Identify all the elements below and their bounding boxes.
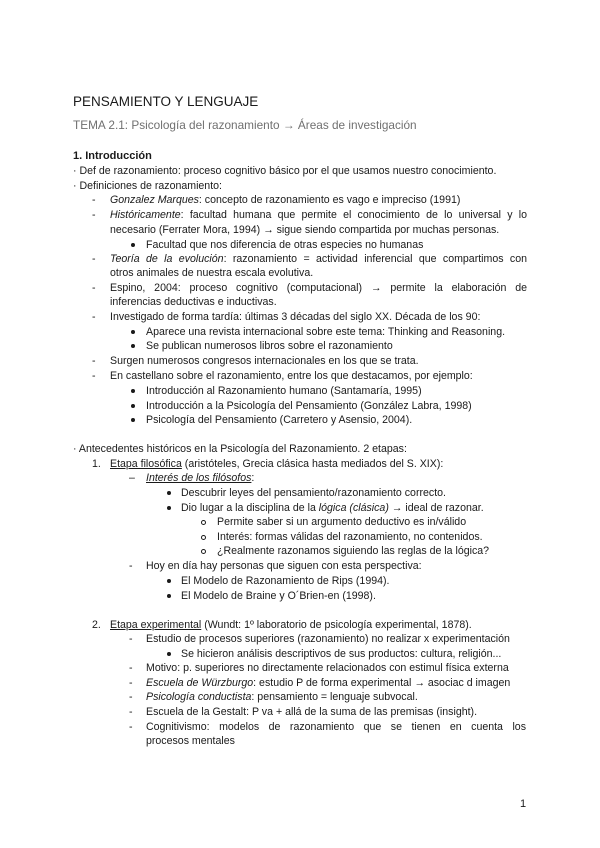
book-item: Psicología del Pensamiento (Carretero y Asensio, 2004).	[146, 414, 413, 426]
item-emphasis: Escuela de Würzburgo	[146, 677, 254, 689]
dash-marker: -	[92, 370, 96, 382]
bullet-dot	[131, 389, 135, 393]
list-item-historicamente	[110, 209, 527, 222]
bullet-dot	[167, 579, 171, 583]
dash-marker: -	[92, 209, 96, 221]
dash-marker: -	[129, 721, 133, 733]
item-text: : concepto de razonamiento es vago e impreciso (1991)	[198, 194, 461, 206]
item-text: : estudio P de forma experimental → asociac d imagen	[253, 677, 511, 689]
bullet-dot	[131, 418, 135, 422]
bullet-dot	[131, 330, 135, 334]
hoy-en-dia: Hoy en día hay personas que siguen con esta perspectiva:	[146, 560, 422, 572]
page-number: 1	[520, 798, 527, 810]
stage-detail: (Wundt: 1º laboratorio de psicología experimental, 1878).	[201, 619, 472, 631]
experimental-item: Motivo: p. superiores no directamente relacionados con estimul física externa	[146, 662, 509, 674]
list-item-castellano: En castellano sobre el razonamiento, entre los que destacamos, por ejemplo:	[110, 370, 473, 382]
item-text: → ideal de razonar.	[388, 502, 484, 514]
stage-number: 2.	[92, 619, 101, 631]
model-item: El Modelo de Braine y O´Brien-en (1998).	[181, 590, 376, 602]
experimental-item: Estudio de procesos superiores (razonamiento) no realizar x experimentación	[146, 633, 510, 645]
dash-marker: -	[129, 691, 133, 703]
model-item: El Modelo de Razonamiento de Rips (1994).	[181, 575, 390, 587]
item-continuation: otros animales de nuestra escala evolutiva.	[110, 267, 314, 279]
sub-sub-bullet: Interés: formas válidas del razonamiento, no contenidos.	[217, 531, 483, 543]
dash-marker: –	[129, 472, 135, 484]
document-title: PENSAMIENTO Y LENGUAJE	[73, 94, 259, 109]
item-text: : facultad humana que permite el conocimiento de lo universal y lo	[180, 209, 527, 221]
dash-marker: -	[92, 355, 96, 367]
item-text: : razonamiento = actividad inferencial que compartimos con	[223, 253, 527, 265]
sub-bullet: Se hicieron análisis descriptivos de sus productos: cultura, religión...	[181, 648, 502, 660]
sub-bullet: Facultad que nos diferencia de otras especies no humanas	[146, 239, 424, 251]
sub-sub-bullet: ¿Realmente razonamos siguiendo las reglas de la lógica?	[217, 545, 490, 557]
book-item: Introducción al Razonamiento humano (Santamaría, 1995)	[146, 385, 422, 397]
item-emphasis: Interés de los filósofos	[146, 472, 252, 484]
experimental-item-conductista	[146, 691, 418, 704]
stage-detail: (aristóteles, Grecia clásica hasta mediados del S. XIX):	[181, 458, 444, 470]
dash-marker: -	[129, 560, 133, 572]
antecedentes-label: · Antecedentes históricos en la Psicología del Razonamiento. 2 etapas:	[73, 443, 407, 455]
list-item-espino: Espino, 2004: proceso cognitivo (computacional) → permite la elaboración de	[110, 282, 527, 294]
dash-marker: -	[92, 311, 96, 323]
dash-marker: -	[92, 194, 96, 206]
sub-bullet-logica	[181, 502, 484, 515]
item-continuation: necesario (Ferrater Mora, 1994) → sigue siendo compartida por muchas personas.	[110, 224, 500, 236]
list-item-tardia: Investigado de forma tardía: últimas 3 décadas del siglo XX. Década de los 90:	[110, 311, 481, 323]
item-emphasis: Históricamente	[110, 209, 181, 221]
item-emphasis: lógica (clásica)	[318, 502, 389, 514]
list-item-congresos: Surgen numerosos congresos internacionales en los que se trata.	[110, 355, 419, 367]
circle-bullet	[201, 535, 206, 540]
item-text: :	[251, 472, 255, 484]
bullet-dot	[131, 404, 135, 408]
bullet-dot	[167, 594, 171, 598]
list-item-gonzalez	[110, 194, 460, 207]
stage-experimental	[110, 619, 472, 632]
item-text: Dio lugar a la disciplina de la	[181, 502, 319, 514]
interes-filosofos	[146, 472, 254, 485]
dash-marker: -	[129, 706, 133, 718]
book-item: Introducción a la Psicología del Pensamiento (González Labra, 1998)	[146, 400, 472, 412]
bullet-dot	[167, 652, 171, 656]
sub-bullet: Se publican numerosos libros sobre el razonamiento	[146, 340, 393, 352]
bullet-dot	[131, 243, 135, 247]
section-heading-introduccion: 1. Introducción	[73, 150, 152, 162]
dash-marker: -	[129, 633, 133, 645]
experimental-item: Escuela de la Gestalt: P va + allá de la suma de las premisas (insight).	[146, 706, 478, 718]
dash-marker: -	[92, 282, 96, 294]
item-continuation: inferencias deductivas e inductivas.	[110, 296, 277, 308]
item-emphasis: Teoría de la evolución	[110, 253, 224, 265]
item-continuation: procesos mentales	[146, 735, 235, 747]
stage-filosofica	[110, 458, 443, 471]
stage-name: Etapa experimental	[110, 619, 202, 631]
bullet-dot	[167, 491, 171, 495]
sub-bullet: Descubrir leyes del pensamiento/razonamiento correcto.	[181, 487, 446, 499]
dash-marker: -	[129, 677, 133, 689]
document-subtitle: TEMA 2.1: Psicología del razonamiento → Áreas de investigación	[73, 118, 417, 132]
dash-marker: -	[92, 253, 96, 265]
item-text: : pensamiento = lenguaje subvocal.	[251, 691, 418, 703]
item-emphasis: Psicología conductista	[146, 691, 252, 703]
definition-line: · Def de razonamiento: proceso cognitivo básico por el que usamos nuestro conocimiento.	[73, 165, 497, 177]
author-name: Gonzalez Marques	[110, 194, 199, 206]
bullet-dot	[131, 344, 135, 348]
dash-marker: -	[129, 662, 133, 674]
bullet-dot	[167, 506, 171, 510]
circle-bullet	[201, 520, 206, 525]
circle-bullet	[201, 549, 206, 554]
experimental-item-wurzburgo	[146, 677, 510, 690]
list-item-evolucion	[110, 253, 527, 266]
stage-name: Etapa filosófica	[110, 458, 182, 470]
sub-bullet: Aparece una revista internacional sobre este tema: Thinking and Reasoning.	[146, 326, 506, 338]
stage-number: 1.	[92, 458, 101, 470]
sub-sub-bullet: Permite saber si un argumento deductivo es in/válido	[217, 516, 467, 528]
experimental-item-cognitivismo: Cognitivismo: modelos de razonamiento que se tienen en cuenta los	[146, 721, 526, 733]
definitions-label: · Definiciones de razonamiento:	[73, 180, 222, 192]
